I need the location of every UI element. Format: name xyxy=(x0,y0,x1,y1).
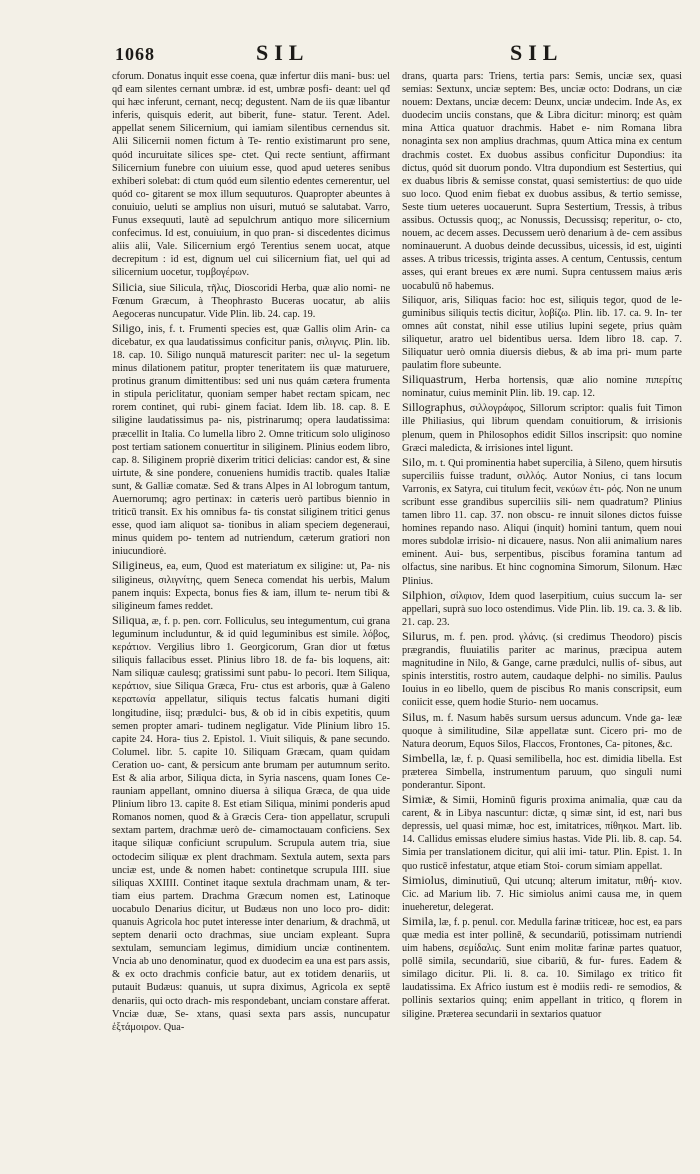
page-header xyxy=(0,40,700,70)
dictionary-entry xyxy=(112,559,390,612)
dictionary-entry xyxy=(402,456,682,588)
entry-headword: Sillographus, xyxy=(402,400,466,415)
dictionary-entry xyxy=(112,614,390,1034)
entry-headword: Simiolus, xyxy=(402,872,448,887)
entry-text: læ, f. p. Quasi semilibella, hoc est. dimidia libella. Est præterea Simbella, instrumentum paruum, quo singuli numi ponderantur. Sipont. xyxy=(402,753,682,791)
dictionary-entry xyxy=(402,70,682,293)
dictionary-entry xyxy=(402,630,682,710)
entry-headword: Simiæ, xyxy=(402,792,436,807)
dictionary-entry xyxy=(402,373,682,400)
dictionary-entry xyxy=(402,793,682,873)
dictionary-entry xyxy=(402,294,682,373)
entry-text: inis, f. t. Frumenti species est, quæ Gallis olim Arin- ca dicebatur, ex qua laudatissimus conficitur panis, σιλιγνις. Plin. lib. 18. cap. 10. Siligo nunquā maturescit pariter: nec ul- la segetum minus dilationem patitur, propter teneritatem iis quæ maturuere, protinus granum dimittentibus: sed uni nus quám cætera frumenta in stipula periclitatur, quoniam semper habet rectam spicam, nec rorem continet, qui rubi- ginem faciat. Idem lib. 18. cap. 8. E siligine laudatissimus pa- nis, pistrinarumq; opera laudatissima: præcellit in Italia. Co lumella libro 2. Omne triticum solo uliginoso post tertiam sationem conuertitur in siliginem. Plinius eodem libro, cap. 8. Siliginem propriè dixerim tritici delicias: candor est, & sine uirtute, & sine pondere, conueniens humidis tractib. quales Italiæ sunt, & Galliæ comatæ. Sed & trans Alpes in Al lobrogum tantum, Auernorumq; agro pertinax: in cæteris uerò partibus biennio in triticū transit. Ex his omnibus fa- tis constat siliginem tritici genus esse, quod iam aliquot sa- tionibus in aliam speciem degeneraui, minus quidem po- tentem ad nutriendum, cæterum gratiori non iniucundiorė. xyxy=(112,323,390,558)
entry-text: Herba hortensis, quæ alio nomine πιπερίτις nominatur, cuius meminit Plin. lib. 19. cap. 12. xyxy=(402,375,682,400)
entry-text: m. f. Nasum habēs sursum uersus aduncum. Vnde ga- leæ quoque à similitudine, Silæ appellatæ sunt. Cicero pri- mo de Natura deorum, Equos Silos, Flaccos, Frontones, Ca- pitones, &c. xyxy=(402,712,682,750)
dictionary-entry xyxy=(402,874,682,914)
dictionary-entry xyxy=(402,589,682,629)
entry-headword: Silus, xyxy=(402,709,430,724)
page-number: 1068 xyxy=(115,44,155,64)
entry-headword: Siliqua, xyxy=(112,612,150,627)
entry-text: σιλλογράφος, Sillorum scriptor: qualis fuit Timon ille Philiasius, qui librum quendam conuitiorum, & irrisionis plenum, quem in Philosophos edidit Sillos inscripsit: quo nomine Græci maledicta, & irrisiones intel ligunt. xyxy=(402,403,682,454)
dictionary-entry xyxy=(112,281,390,321)
entry-headword: Silo, xyxy=(402,454,425,469)
entry-headword: Siligo, xyxy=(112,320,144,335)
dictionary-entry xyxy=(402,915,682,1021)
entry-text: m. f. pen. prod. γλάνις. (si credimus Theodoro) piscis prægrandis, fluuiatilis pariter ac marinus, præcipua autem magnitudine in Nilo, & Gange, carne prædulci, nullis of- sibus, aut spinis interstitis, rostro autem, caudaque delphi- no similis. Paulus Iouius in eo libello, quem de piscibus Ro manis conscripsit, eum coniicit esse, quem hodie Sturio- nem uocamus. xyxy=(402,631,682,709)
entry-text: σίλφιον, Idem quod laserpitium, cuius succum la- ser appellari, suprà suo loco ostendimus. Vide Plin. lib. 19. ca. 3. & lib. 21. cap. 23. xyxy=(402,590,682,628)
right-column xyxy=(402,70,682,1140)
left-column xyxy=(112,70,390,1140)
entry-text: ea, eum, Quod est materiatum ex siligine: ut, Pa- nis siligineus, σιλιγνίτης, quem Seneca comendat his uerbis, Malum panem inquis: Expecta, bonus fies & iam, illum te- nerum tibi & siligineum fames reddet. xyxy=(112,561,390,612)
entry-text: & Simii, Hominū figuris proxima animalia, quæ cau da carent, & in Libya nascuntur: dictæ, q simæ sint, id est, nari bus depressis, uel quasi mimæ, hoc est, imitatrices, πίθηκοι. Mart. lib. 14. Callidus emissas eludere simius hastas. Vide Pli. lib. 8. cap. 54. Simia per translationem dicitur, qui alii imi- tatur. Plin. Epist. 1. In quo rusticē infestatur, atque etiam Stoi- corum simiam appellat. xyxy=(402,795,682,872)
entry-headword: Simbella, xyxy=(402,750,448,765)
entry-text: m. t. Qui prominentia habet supercilia, à Sileno, quem hirsutis superciliis fuisse tradunt, σιλλός. Autor Nonius, ci tans locum Varronis, ex Satyra, cui titulum fecit, νεκύων ἐτι- ρός. Non ne unum scribunt esse grandibus superciliis sili- nem quadratum? Plinius tamen libro 11. cap. 37. non obscu- re innuit silones dictos fuisse homines repando naso. Aliqui (inquit) homini tantum, quem noui mores subdolæ irrisio- ni dicauere, nasus. Non alii animalium nares eminent. Aui- bus, serpentibus, piscibus foramina tantum ad olfactus, sine naribus. Et hinc cognomina Simorum, Silonum. Hæc Plinius. xyxy=(402,457,682,587)
running-head-left: SIL xyxy=(256,40,310,65)
entry-headword: Simila, xyxy=(402,913,437,928)
entry-headword: Silurus, xyxy=(402,628,440,643)
entry-text: Siliquor, aris, Siliquas facio: hoc est, siliquis tegor, quod de le- guminibus siliquis tectis dicitur, λοβίζω. Plin. lib. 17. ca. 9. In- ter omnes aût constat, nihil esse utilius lupini segete, prius quàm siliquetur, aratro uel bidentibus uersa. Idem libro 18. cap. 7. Siliquatur uerò omnia diuersis diebus, & ab ima pri- mum parte paulatim flore subeunte. xyxy=(402,294,682,372)
dictionary-entry xyxy=(402,711,682,751)
entry-headword: Siligineus, xyxy=(112,558,164,573)
entry-text: diminutiuū, Qui utcunq; alterum imitatur, πιθή- κιον. Cic. ad Marium lib. 7. Hic simiolus animi causa me, in quem inueheretur, delegerat. xyxy=(402,875,682,913)
dictionary-entry xyxy=(402,401,682,454)
entry-text: æ, f. p. pen. corr. Folliculus, seu integumentum, cui grana leguminum includuntur, & id quid leguminibus est simile. λόβος, κεράτιον. Vergilius libro 1. Georgicorum, Gran dior ut fœtus siliquis fallacibus esset. Plinius libro 18. de fa- bis loquens, ait: Nam siliquæ caulesq; gratissimi sunt pabu- lo pecori. Item Siliqua, κεράτιον, siue Siliqua Græca, Fru- ctus est arboris, quæ à Galeno κερατωνία appellatur, siliquis tectus falcatis humani digiti longitudine, iisq; prædulci- bus, & ob id in cibis expetitis, quum semen propter amari- tudinem negligatur. Vide Plinium libro 15. capite 24. Hora- tius 2. Epistol. 1. Viuit siliquis, & pane secundo. Columel. libr. 5. capite 10. Siliquam Græcam, quam quidam Ceration uo- cant, & persicum ante brumam per autumnum serito. Est & alia arbor, Siliqua dicta, in Syria nascens, quam Iones Ce- rauniam appellant, omnino diuersa à siliqua Græca, de qua uide Plinium libro 13. capite 8. Est etiam Siliqua, minimi ponderis apud Romanos nomen, quod & à Græcis Cera- tion appellatur, scrupuli sextam partem, drachmæ uerò de- cimamoctauam conficiens. Sex itaque siliquæ conficiunt scrupulum. Scrupula autem tria, siue octodecim siliquæ ex plent drachmam. Sextula autem, sexta pars unciæ est, unde & nomen habet: continetque scrupula IIII. siue siliquas XXIIII. Continet itaque sextula drachmam unam, & ter- tiam eius partem. Drachma Græcum nomen est, Latinoque uocabulo Denarius dicitur, ut Budæus non uno loco pro- didit: quanuis Agricola hoc putet interesse inter denarium, & drachmā, ut septem denarii octo drachmas, siue unciam expleant. Supra sextulam, semunciam legimus, dimidium unciæ continentem. Vncia ab uno denominatur, quod ex duodecim ea una est pars assis, & ex octo drachmis conficie batur, aut ex totidem denariis, ut putauit Budæus: quanuis, ut supra diximus, Agricola ex septē denariis, qui octo drach- mis respondebant, unciam constare afferat. Vnciæ duæ, Se- xtans, quasi sexta pars assis, nuncupatur ἑξτάμοιρον. Qua- xyxy=(112,615,390,1033)
entry-text: drans, quarta pars: Triens, tertia pars: Semis, unciæ sex, quasi semias: Sextunx, unciæ septem: Bes, unciæ octo: Dodrans, un ciæ nouem: Dextans, unciæ decem: Deunx, unciæ undecim. Inde As, ex duodecim unciis constans, que & Libra dicitur: minorq; est quàm mina Attica quatuor drachmis. Habet e- nim Romana libra nonaginta sex non amplius drachmas, quum Attica mina ex centum drachmis costet. Ex duobus assibus conficitur Dupondius: ita dictus, quód sit duorum pondo. Vltra dupondium est Sestertius, qui ex duabus libris & semisse constat, quasi semistertius: de quo uide suo loco. Quod enim fiebat ex duobus assibus, & tertio semisse, Seste tium ueteres uocauerunt. Supra Sestertium, Tressis, à tribus assibus. Octussis quoq;, ac Nonussis, Decussisq; reperitur, o- cto, nouem, ac decem asses. Decussem uerò denarium à de- cem assibus nominauerunt. A duobus deinde decussibus, uicessis, id est, uiginti asses. A tribus tricessis, triginta asses. A centum, Centussis, centum asses, qui erant breues ex ære numi. Supra centussem maius æris uocabulū nō habemus. xyxy=(402,71,682,292)
entry-text: cforum. Donatus inquit esse coena, quæ infertur diis mani- bus: uel qđ eam silentes cernant umbræ. id est, umbræ posfi- deant: uel qđ qui hæc inferunt, cernant, necq; degustent. Nam de iis quæ libantur inferis, quisquis ederit, aut biberit, fune- statur. Terent. Adel. appellat senem Silicernium, qui iamiam silentibus cernendus sit. Alii Silicernii nomen fictum à Te- rentio existimarunt pro sene, quód incuruitate silices spe- ctet. Qui recte sentiunt, affirmant Silicernium funebre con uiuium esse, quod apud ueteres senibus exhiberi solebat: di ctum quód eum silentio edentes cernerentur, uel quód co- gitarent se mox illum sequuturos. Quapropter abeuntes à conuiuio, ueluti se amplius non uisuri, mutuó se salutabat. Varro, Funus exsequuti, lautè ad sepulchrum antiquo more silicernium confecimus. Id est, conuiuium, in quo pran- si discedentes dicimus aliis alii, Vale. Silicernium ergó Terentius senem uocat, atque decrepitum : id est, dignum uel cui silicernium fiat, uel qui ad silicernium uocetur, τυμβογέρων. xyxy=(112,71,390,279)
entry-text: siue Silicula, τῆλις, Dioscoridi Herba, quæ alio nomi- ne Fœnum Græcum, à Theophrasto Buceras uocatur, ab aliis Aegoceras nuncupatur. Vide Plin. lib. 24. cap. 19. xyxy=(112,282,390,320)
dictionary-entry xyxy=(112,322,390,559)
running-head-right: SIL xyxy=(510,40,564,65)
entry-headword: Silphion, xyxy=(402,587,446,602)
dictionary-entry xyxy=(112,70,390,280)
dictionary-entry xyxy=(402,752,682,792)
entry-headword: Siliquastrum, xyxy=(402,372,467,387)
entry-text: læ, f. p. penul. cor. Medulla farinæ triticeæ, hoc est, ea pars quæ media est inter pollinē, & secundariū, potissimam nutriendi uim habens, σεμίδαλις. Sunt enim molitæ farinæ partes quatuor, pollē simila, secundariū, siue cibariū, & fur- fures. Eadem & similago dicitur. Pli. li. 8. ca. 10. Similago ex tritico fit laudatissima. Ex Africo iustum est è modiis redi- re semodios, & pollinis sextarios quinq; enim appellant in tritico, q florem in siligine. Præterea secundarii in sextarios quatuor xyxy=(402,916,682,1020)
entry-headword: Silicia, xyxy=(112,279,146,294)
